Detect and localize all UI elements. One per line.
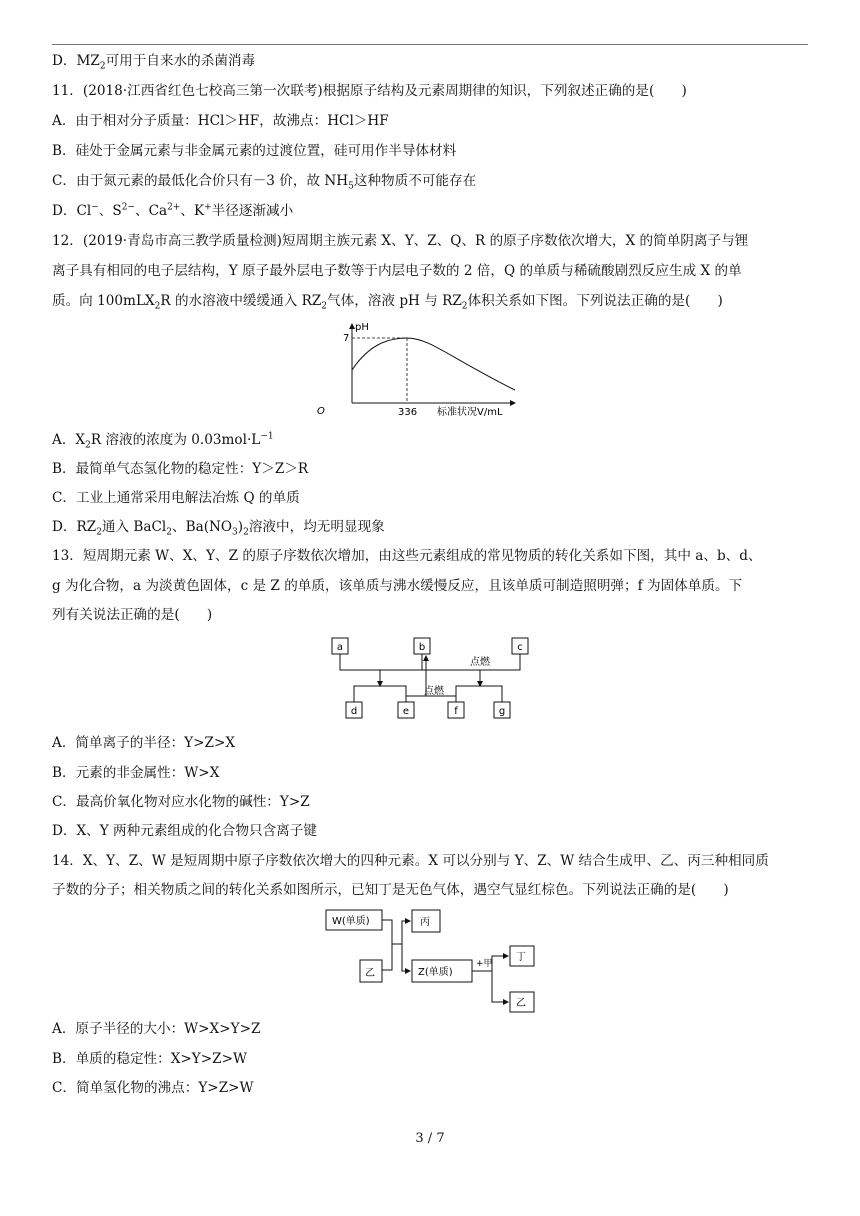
q10-option-d: D．$MZ_2$可用于自来水的杀菌消毒 xyxy=(52,53,256,72)
label-yi-right: 乙 xyxy=(516,998,526,1009)
ph-curve xyxy=(352,338,515,390)
q12-option-d: D．$RZ_2$通入 BaCl$_2$、$Ba(NO_3)_2$溶液中，均无明显现象 xyxy=(52,519,385,538)
label-a: a xyxy=(336,642,344,653)
y-axis-label: pH xyxy=(355,322,369,333)
q12-option-b: B．最简单气态氢化物的稳定性：Y＞Z＞R xyxy=(52,461,309,477)
q12-stem-line2: 离子具有相同的电子层结构，Y 原子最外层电子数等于内层电子数的 2 倍，Q 的单质与稀硫酸剧烈反应生成 X 的单 xyxy=(52,263,742,279)
ph-volume-graph xyxy=(310,318,530,418)
label-f: f xyxy=(454,706,458,717)
x-tick-336: 336 xyxy=(398,407,418,418)
q13-stem-line3: 列有关说法正确的是( ) xyxy=(52,607,213,623)
q14-option-a: A．原子半径的大小：W>X>Y>Z xyxy=(52,1021,261,1037)
x-axis-label: 标准状况V/mL xyxy=(437,407,503,418)
y-tick-7: 7 xyxy=(343,333,350,344)
q14-stem-line1: 14．X、Y、Z、W 是短周期中原子序数依次增大的四种元素。X 可以分别与 Y、Z、W 结合生成甲、乙、丙三种相同质 xyxy=(52,853,769,869)
q12-option-c: C．工业上通常采用电解法冶炼 Q 的单质 xyxy=(52,490,300,506)
ignite-label-upper: 点燃 xyxy=(470,657,490,668)
q11-option-c: C．由于氮元素的最低化合价只有－3 价，故 $NH_5$这种物质不可能存在 xyxy=(52,173,477,192)
q13-stem-line2: g 为化合物，a 为淡黄色固体，c 是 Z 的单质，该单质与沸水缓慢反应，且该单质可制造照明弹；f 为固体单质。下 xyxy=(52,578,743,594)
q11-option-d: D．Cl−、$S^{2-}$、$Ca^{2+}$、K+半径逐渐减小 xyxy=(52,202,294,219)
label-ding: 丁 xyxy=(516,952,526,963)
label-c: c xyxy=(517,642,523,653)
q14-conversion-diagram xyxy=(320,904,550,1014)
origin-label: O xyxy=(317,406,325,417)
label-z: Z(单质) xyxy=(418,967,453,978)
header-rule xyxy=(52,44,808,45)
q13-option-a: A．简单离子的半径：Y>Z>X xyxy=(52,735,236,751)
q11-stem: 11．(2018·江西省红色七校高三第一次联考)根据原子结构及元素周期律的知识，下列叙述正确的是( ) xyxy=(52,83,687,99)
label-bing: 丙 xyxy=(420,917,430,928)
q11-option-a: A．由于相对分子质量：HCl＞HF，故沸点：HCl＞HF xyxy=(52,113,389,129)
label-e: e xyxy=(402,706,410,717)
q12-stem-line1: 12．(2019·青岛市高三教学质量检测)短周期主族元素 X、Y、Z、Q、R 的原子序数依次增大，X 的简单阴离子与锂 xyxy=(52,233,749,249)
q14-option-c: C．简单氢化物的沸点：Y>Z>W xyxy=(52,1080,254,1096)
q14-option-b: B．单质的稳定性：X>Y>Z>W xyxy=(52,1051,247,1067)
label-w: W(单质) xyxy=(332,916,370,927)
page-number: 3 / 7 xyxy=(415,1131,445,1146)
q13-stem-line1: 13．短周期元素 W、X、Y、Z 的原子序数依次增加，由这些元素组成的常见物质的转化关系如下图，其中 a、b、d、 xyxy=(52,548,762,564)
label-plus-jia: +甲 xyxy=(476,959,493,969)
q11-option-b: B．硅处于金属元素与非金属元素的过渡位置，硅可用作半导体材料 xyxy=(52,143,457,159)
q12-option-a: A．$X_2R$ 溶液的浓度为 $0.03mol\cdot L^{-1}$ xyxy=(52,431,274,451)
ignite-label-lower: 点燃 xyxy=(424,686,444,697)
label-g: g xyxy=(498,706,506,717)
q13-option-b: B．元素的非金属性：W>X xyxy=(52,765,220,781)
label-d: d xyxy=(350,706,358,717)
q13-option-c: C．最高价氧化物对应水化物的碱性：Y>Z xyxy=(52,794,310,810)
label-yi-left: 乙 xyxy=(365,968,375,979)
q13-option-d: D．X、Y 两种元素组成的化合物只含离子键 xyxy=(52,823,317,839)
q12-stem-line3: 质。向 100mLX$_2$R 的水溶液中缓缓通入 $RZ_2$气体，溶液 pH 与 $RZ_2$体积关系如下图。下列说法正确的是( ) xyxy=(52,293,723,312)
q14-stem-line2: 子数的分子；相关物质之间的转化关系如图所示，已知丁是无色气体，遇空气显红棕色。下列说法正确的是( ) xyxy=(52,882,729,898)
label-b: b xyxy=(418,642,426,653)
q13-conversion-diagram xyxy=(320,630,550,722)
